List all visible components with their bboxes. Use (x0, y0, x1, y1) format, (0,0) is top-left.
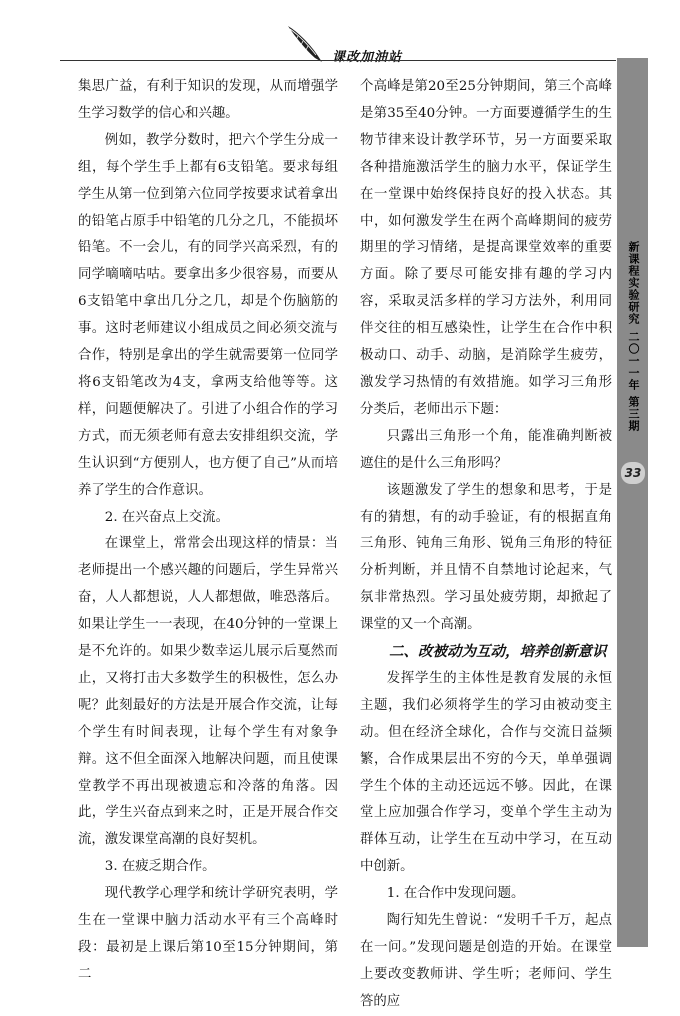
paragraph: 3. 在疲乏期合作。 (104, 859, 216, 875)
header-rule (60, 60, 616, 61)
paragraph: 个高峰是第20至25分钟期间，第三个高峰是第35至40分钟。一方面要遵循学生的生物节律来设计教学环节，另一方面要采取各种措施激活学生的脑力水平，保证学生在一堂课中始终保持良好的投入状态。其中，如何激发学生在两个高峰期间的疲劳期里的学习情绪，是提高课堂效率的重要方面。除了要尽可能安排有趣的学习内容，采取灵活多样的学习方法外，利用同伴交往的相互感染性，让学生在合作中积极动口、动手、动脑，是消除学生疲劳，激发学习热情的有效措施。如学习三角形分类后，老师出示下题： (360, 79, 612, 417)
left-column (78, 74, 338, 989)
paragraph: 只露出三角形一个角，能准确判断被遮住的是什么三角形吗？ (360, 428, 612, 471)
right-column-bottom (360, 666, 612, 1016)
paragraph: 1. 在合作中发现问题。 (386, 886, 525, 902)
paragraph: 例如，教学分数时，把六个学生分成一组，每个学生手上都有6支铅笔。要求每组学生从第一位到第六位同学按要求试着拿出的铅笔占原手中铅笔的几分之几，不能损坏铅笔。不一会儿，有的同学兴高采烈，有的同学嘀嘀咕咕。要拿出多少很容易，而要从6支铅笔中拿出几分之几，却是个伤脑筋的事。这时老师建议小组成员之间必须交流与合作，特别是拿出的学生就需要第一位同学将6支铅笔改为4支，拿两支给他等等。这样，问题便解决了。引进了小组合作的学习方式，而无须老师有意去安排组织交流，学生认识到“方便别人，也方便了自己”从而培养了学生的合作意识。 (78, 132, 338, 498)
issue-label: 二〇一一年 第三期 (627, 330, 640, 432)
right-column (360, 74, 612, 1016)
paragraph: 现代教学心理学和统计学研究表明，学生在一堂课中脑力活动水平有三个高峰时段：最初是上课后第10至15分钟期间，第二 (78, 886, 338, 982)
paragraph: 在课堂上，常常会出现这样的情景：当老师提出一个感兴趣的问题后，学生异常兴奋，人人都想说，人人都想做，唯恐落后。如果让学生一一表现，在40分钟的一堂课上是不允许的。如果少数幸运儿展示后戛然而止，又将打击大多数学生的积极性，怎么办呢？此刻最好的方法是开展合作交流，让每个学生有时间表现，让每个学生有对象争辩。这不但全面深入地解决问题，而且使课堂教学不再出现被遗忘和冷落的角落。因此，学生兴奋点到来之时，正是开展合作交流，激发课堂高潮的良好契机。 (78, 536, 338, 848)
page-header (0, 0, 680, 70)
header-title: 课改加油站 (332, 50, 403, 65)
paragraph: 该题激发了学生的想象和思考，于是有的猜想，有的动手验证，有的根据直角三角形、钝角三角形、锐角三角形的特征分析判断，并且情不自禁地讨论起来，气氛非常热烈。学习虽处疲劳期，却掀起了课堂的又一个高潮。 (360, 482, 612, 633)
page-number: 33 (621, 462, 645, 484)
paragraph: 陶行知先生曾说：“发明千千万，起点在一问。”发现问题是创造的开始。在课堂上要改变教师讲、学生听；老师问、学生答的应 (360, 913, 612, 1009)
sidebar-strip (617, 58, 648, 947)
journal-name: 新课程实验研究 (627, 241, 640, 325)
section-heading: 二、改被动为互动，培养创新意识 (389, 644, 607, 661)
right-column-top (360, 74, 612, 639)
paragraph: 发挥学生的主体性是教育发展的永恒主题，我们必须将学生的学习由被动变主动。但在经济全球化，合作与交流日益频繁，合作成果层出不穷的今天，单单强调学生个体的主动还远远不够。因此，在课堂上应加强合作学习，变单个学生主动为群体互动，让学生在互动中学习，在互动中创新。 (360, 670, 612, 875)
paragraph: 集思广益，有利于知识的发现，从而增强学生学习数学的信心和兴趣。 (78, 79, 338, 121)
paragraph: 2. 在兴奋点上交流。 (104, 509, 229, 525)
